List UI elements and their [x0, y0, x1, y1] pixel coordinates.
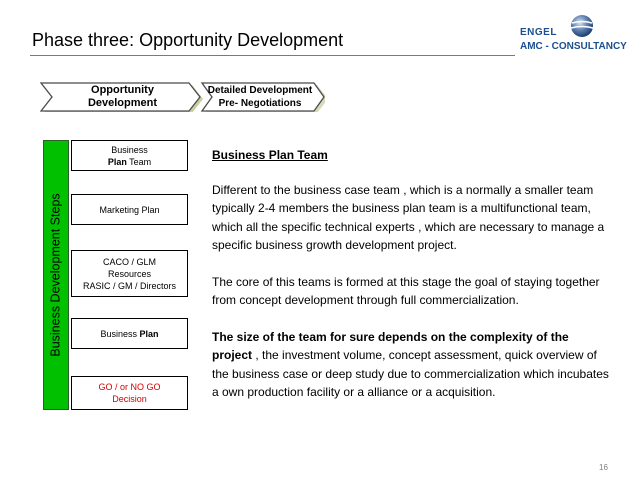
steps-bar-text: Business Development Steps [49, 193, 63, 357]
step-text: Business [111, 144, 148, 155]
globe-icon [564, 14, 600, 38]
content-paragraph-1: Different to the business case team , which is a normally a smaller team typically 2-4 members the business plan team is a multifunctional team, which all the specific technical experts , which are necessary to manage a specific business growth development project. [212, 182, 605, 252]
slide-title: Phase three: Opportunity Development [32, 30, 344, 50]
phase-chevrons [40, 82, 325, 112]
step-text [100, 328, 158, 340]
content-paragraph-3-bold: The size of the team for sure depends on the complexity of the project [212, 329, 569, 362]
step-text [108, 156, 151, 168]
company-logo [518, 14, 630, 60]
step-marketing-plan [71, 194, 188, 225]
step-text: Resources [107, 268, 152, 279]
content-paragraph-2: The core of this teams is formed at this stage the goal of staying together from concept development through full commercialization. [212, 274, 600, 307]
phase-opportunity-development [50, 82, 195, 112]
phase-label-line: Detailed Development [207, 85, 313, 96]
logo-text-amc: AMC - CONSULTANCY [520, 41, 627, 52]
phase-label-line: Pre- Negotiations [218, 98, 302, 109]
step-text: GO / or NO GO [98, 382, 161, 392]
step-text: CACO / GLM [102, 256, 156, 267]
step-business-plan [71, 318, 188, 349]
step-text-rest: Business [100, 328, 140, 339]
phase-label-line: Development [87, 97, 158, 109]
step-text: Marketing Plan [99, 204, 160, 215]
step-business-plan-team [71, 140, 188, 171]
step-go-no-go-decision [71, 376, 188, 410]
phase-label-line: Opportunity [91, 84, 154, 96]
step-caco-glm [71, 250, 188, 297]
phase-detailed-development [205, 82, 315, 112]
step-text: RASIC / GM / Directors [82, 280, 176, 291]
content-body [212, 146, 612, 420]
content-paragraph-3 [212, 328, 612, 402]
steps-bar-label [43, 140, 69, 410]
step-text-rest: Team [126, 156, 152, 167]
content-heading: Business Plan Team [212, 148, 328, 162]
page-number: 16 [599, 463, 608, 472]
step-text-bold: Plan [107, 156, 127, 167]
title-divider [30, 55, 515, 56]
logo-text-engel: ENGEL [520, 27, 557, 38]
content-paragraph-3-rest: , the investment volume, concept assessment, quick overview of the business case or deep study due to commercialization which incubates a own production facility or a alliance or a acquisition. [212, 348, 609, 399]
step-text-bold: Plan [139, 328, 159, 339]
step-text: Decision [112, 394, 147, 404]
